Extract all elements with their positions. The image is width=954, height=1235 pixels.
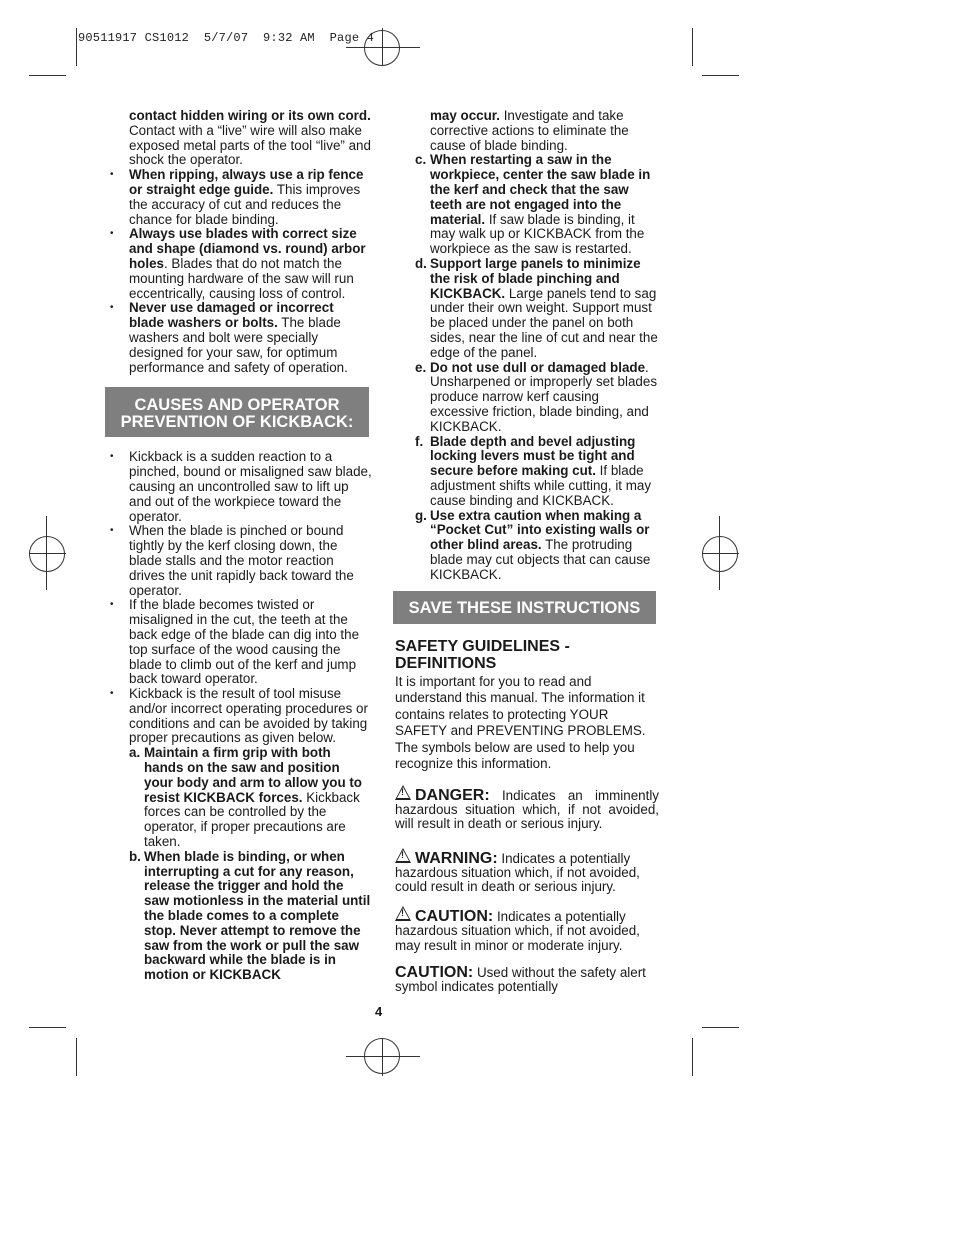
crop-mark <box>692 28 693 66</box>
right-column <box>395 109 659 994</box>
print-slug: 90511917 CS1012 5/7/07 9:32 AM Page 4 <box>78 31 375 45</box>
crop-mark <box>29 75 66 76</box>
continued-text: Contact with a “live” wire will also make exposed metal parts of the tool “live” and shock the operator. <box>129 122 371 168</box>
kickback-bullet-list <box>106 450 372 983</box>
list-item: b. When blade is binding, or when interrupting a cut for any reason, release the trigger and hold the saw motionless in the material until the blade comes to a complete stop. Never attempt to remove the saw from the work or pull the saw backward while the blade is in motion or KICKBACK <box>129 848 371 983</box>
alert-triangle-icon: ! <box>395 848 411 863</box>
crop-mark <box>76 1038 77 1076</box>
list-item: • If the blade becomes twisted or misaligned in the cut, the teeth at the back edge of the blade can dig into the top surface of the wood causing the blade to climb out of the kerf and jump back toward operator. <box>106 598 372 687</box>
definition-caution: ! CAUTION: Indicates a potentially hazardous situation which, if not avoided, may result in minor or moderate injury. <box>395 908 640 953</box>
list-item: • Kickback is a sudden reaction to a pinched, bound or misaligned saw blade, causing an uncontrolled saw to lift up and out of the workpiece toward the operator. <box>106 450 372 524</box>
list-item: g. Use extra caution when making a “Pocket Cut” into existing walls or other blind areas. The protruding blade may cut objects that can cause KICKBACK. <box>415 507 651 582</box>
continued-bullet <box>106 109 372 168</box>
crop-mark <box>702 1027 739 1028</box>
crop-mark <box>76 28 77 66</box>
list-item: f. Blade depth and bevel adjusting locking levers must be tight and secure before making cut. If blade adjustment shifts while cutting, it may cause binding and KICKBACK. <box>415 433 652 508</box>
safety-guidelines-title: SAFETY GUIDELINES - DEFINITIONS <box>395 637 570 672</box>
continued-bold: contact hidden wiring or its own cord. <box>129 108 371 123</box>
list-item: • Never use damaged or incorrect blade washers or bolts. The blade washers and bolt were specially designed for your saw, for optimum performance and safety of operation. <box>106 301 372 375</box>
list-item: e. Do not use dull or damaged blade. Unsharpened or improperly set blades produce narrow kerf causing excessive friction, blade binding, and KICKBACK. <box>415 359 658 434</box>
alert-triangle-icon: ! <box>395 785 411 800</box>
list-item: • Kickback is the result of tool misuse and/or incorrect operating procedures or conditions and can be avoided by taking proper precautions as given below. a. Maintain a firm grip with both hands on the saw and position your body and arm to allow you to resist KICKBACK forces. Kickback forces can be controlled by the operator, if proper precautions are taken. b. When blade is binding, or when interrupting a cut for any reason, release the trigger and hold the saw motionless in the material until the blade comes to a complete stop. Never attempt to remove the saw from the work or pull the saw backward while the blade is in motion or KICKBACK <box>106 687 372 983</box>
list-item: d. Support large panels to minimize the risk of blade pinching and KICKBACK. Large panels tend to sag under their own weight. Support must be placed under the panel on both sides, near the line of cut and near the edge of the panel. <box>415 255 658 360</box>
page-number: 4 <box>375 1004 383 1019</box>
definition-caution-plain: CAUTION: Used without the safety alert symbol indicates potentially <box>395 963 646 995</box>
list-item: • Always use blades with correct size and shape (diamond vs. round) arbor holes. Blades that do not match the mounting hardware of the saw will run eccentrically, causing loss of control. <box>106 227 372 301</box>
kickback-section-heading: CAUSES AND OPERATOR PREVENTION OF KICKBACK: <box>105 387 369 437</box>
kickback-sub-list <box>129 746 372 983</box>
crop-mark <box>29 1027 66 1028</box>
safety-guidelines-body: It is important for you to read and understand this manual. The information it contains relates to protecting YOUR SAFETY and PREVENTING PROBLEMS. The symbols below are used to help you recognize this information. <box>395 673 646 772</box>
list-item: may occur. Investigate and take corrective actions to eliminate the cause of blade binding. <box>430 108 629 153</box>
crop-mark <box>692 1038 693 1076</box>
crop-mark <box>702 75 739 76</box>
definition-warning: ! WARNING: Indicates a potentially hazardous situation which, if not avoided, could result in death or serious injury. <box>395 849 640 895</box>
list-item: • When ripping, always use a rip fence or straight edge guide. This improves the accuracy of cut and reduces the chance for blade binding. <box>106 168 372 227</box>
list-item: • When the blade is pinched or bound tightly by the kerf closing down, the blade stalls and the motor reaction drives the unit rapidly back toward the operator. <box>106 524 372 598</box>
list-item: c. When restarting a saw in the workpiece, center the saw blade in the kerf and check that the saw teeth are not engaged into the material. If saw blade is binding, it may walk up or KICKBACK from the workpiece as the saw is restarted. <box>415 152 651 257</box>
left-column <box>106 109 372 983</box>
kickback-sub-list-continued <box>415 109 659 583</box>
safety-bullet-list <box>106 168 372 375</box>
list-item: a. Maintain a firm grip with both hands on the saw and position your body and arm to allow you to resist KICKBACK forces. Kickback forces can be controlled by the operator, if proper precautions are taken. <box>129 745 362 850</box>
definition-danger: ! DANGER: Indicates an imminently hazardous situation which, if not avoided, will result in death or serious injury. <box>395 787 659 832</box>
alert-triangle-icon: ! <box>395 906 411 921</box>
save-instructions-banner: SAVE THESE INSTRUCTIONS <box>393 591 656 624</box>
